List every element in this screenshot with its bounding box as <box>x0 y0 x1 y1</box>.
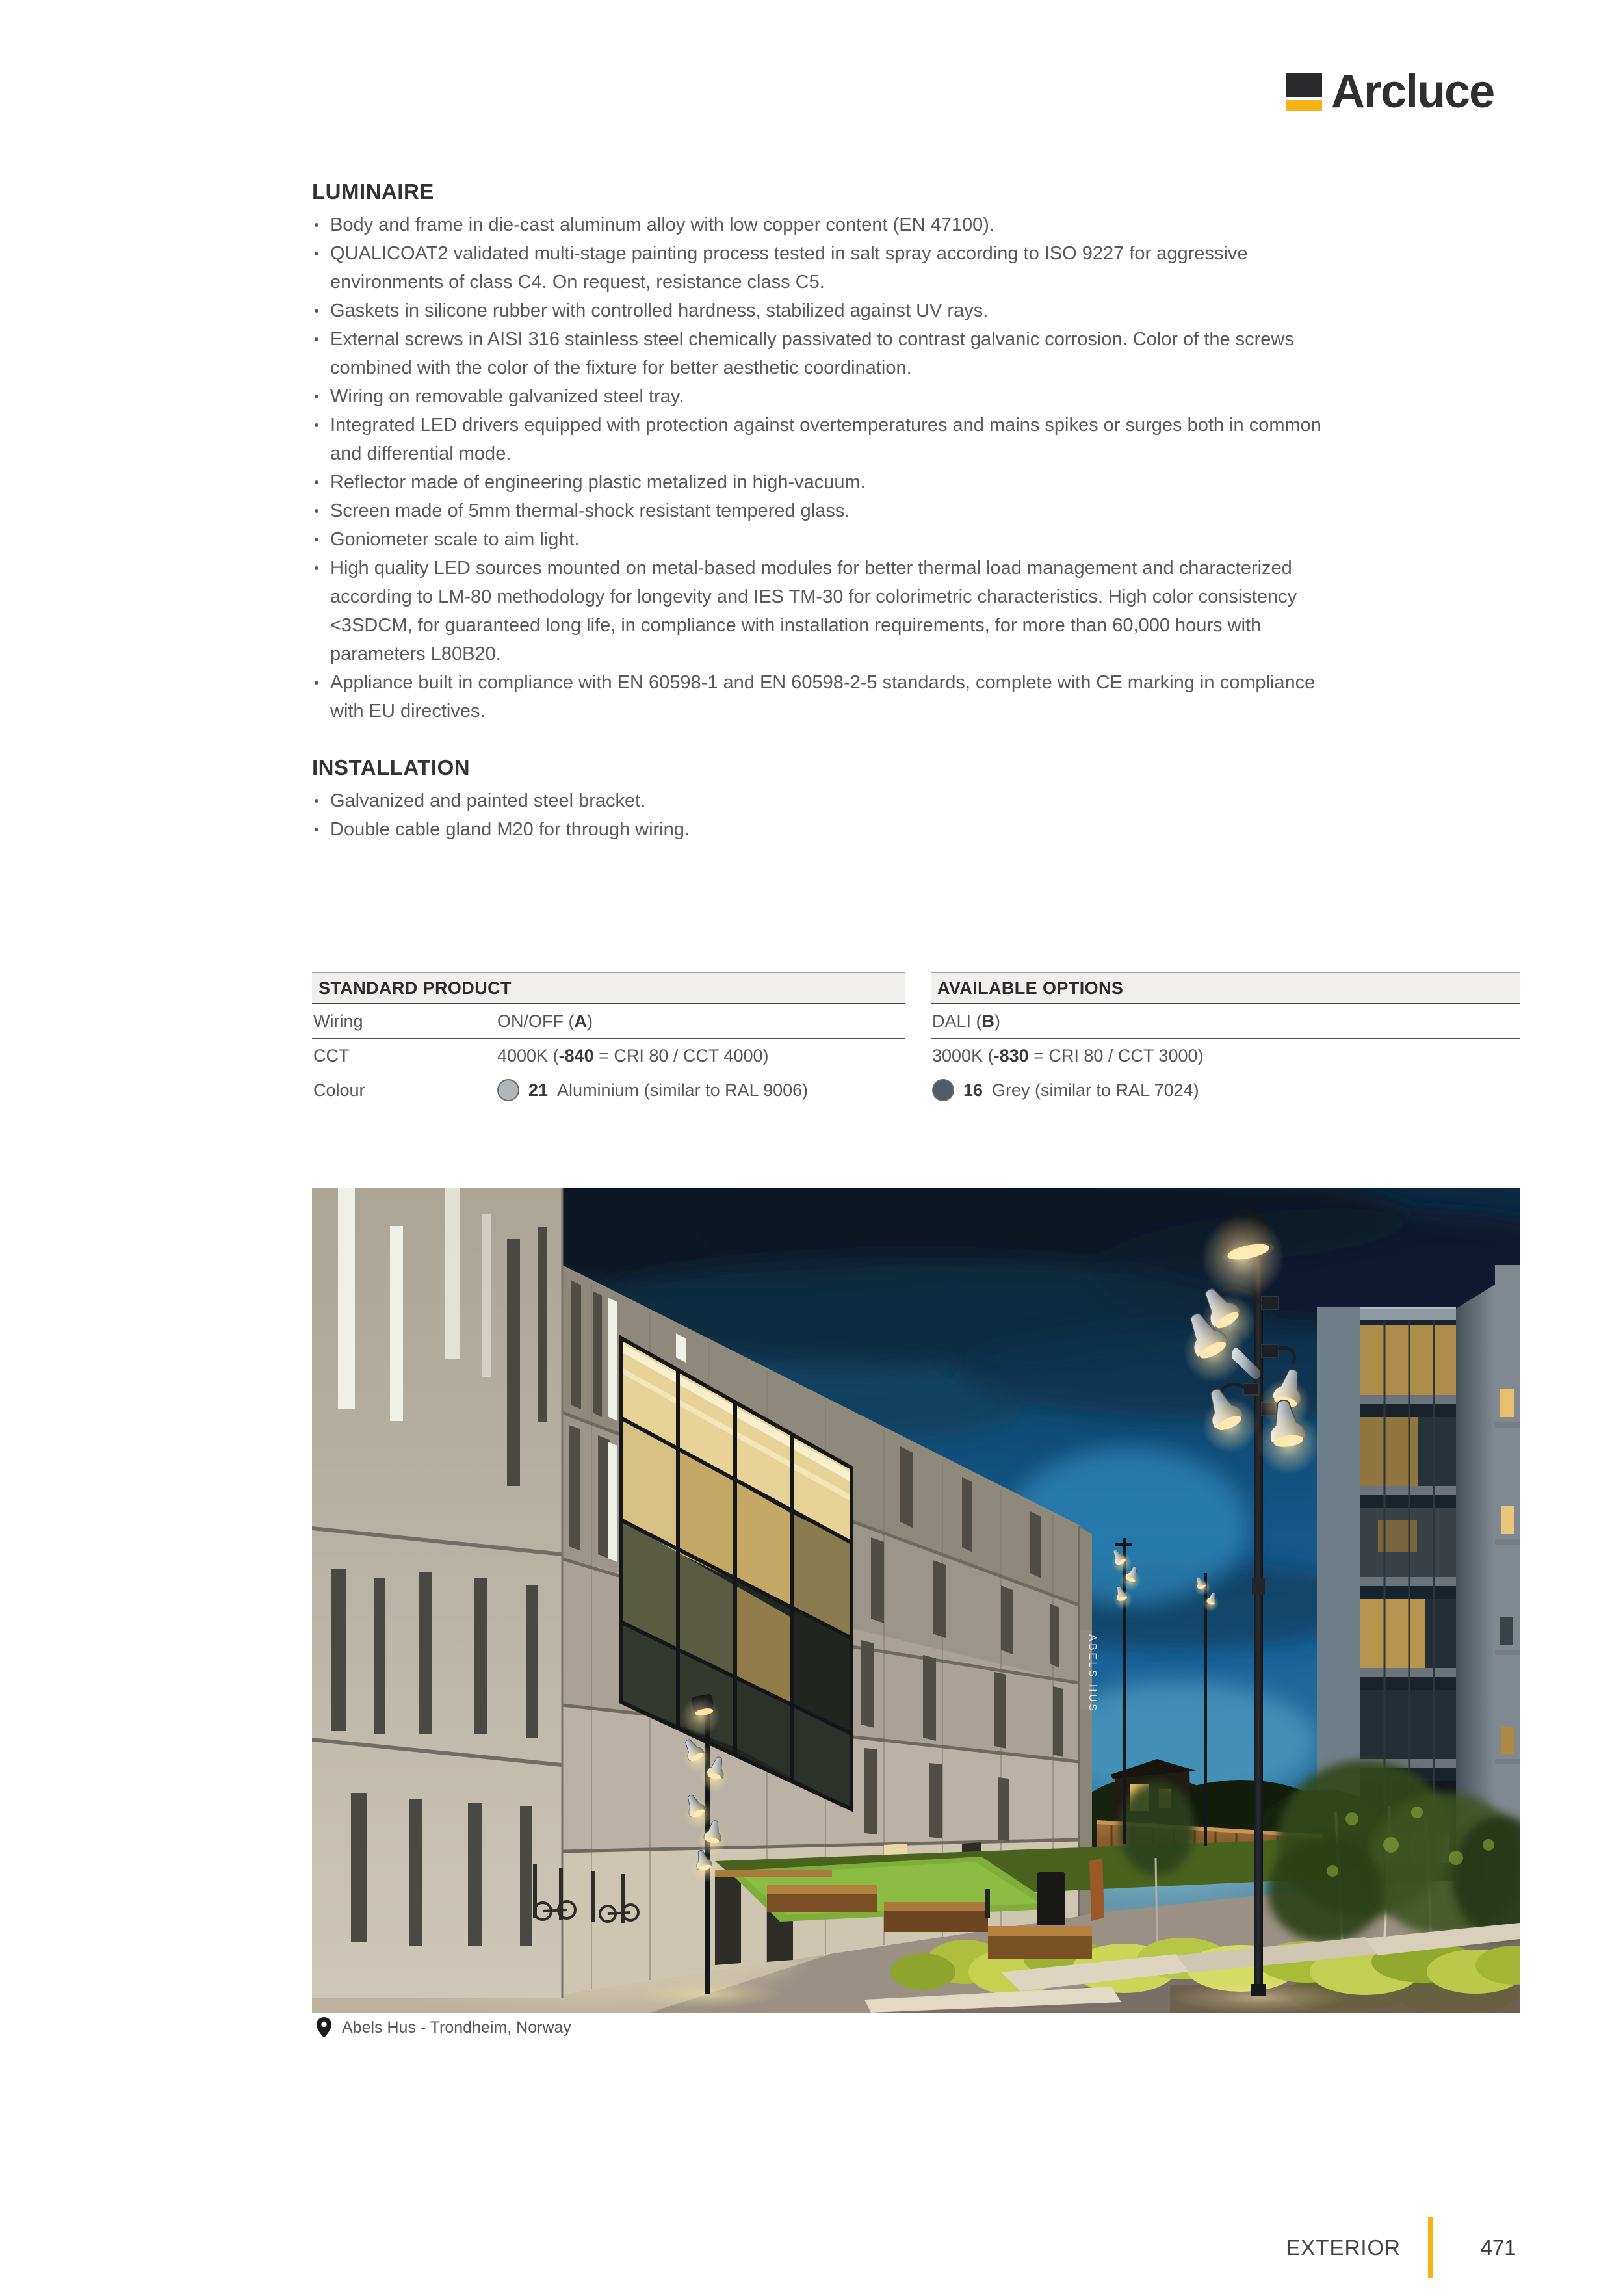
list-item: High quality LED sources mounted on metal-based modules for better thermal load management and characterized according to LM-80 methodology for longevity and IES TM-30 for colorimetric characteristics. High color consistency <3SDCM, for guaranteed long life, in compliance with installation requirements, for more than 60,000 hours with parameters L80B20. <box>312 554 1331 668</box>
brand-name: Arcluce <box>1331 66 1494 118</box>
colour-code: 16 <box>963 1080 983 1100</box>
colour-swatch <box>497 1079 519 1101</box>
list-item: Appliance built in compliance with EN 60598-1 and EN 60598-2-5 standards, complete with CE marking in compliance with EU directives. <box>312 668 1331 725</box>
row-label: CCT <box>313 1045 350 1065</box>
available-options-table <box>931 972 1520 1107</box>
table-header: STANDARD PRODUCT <box>312 973 905 1004</box>
row-label: Wiring <box>313 1011 363 1031</box>
list-item: Galvanized and painted steel bracket. <box>312 787 1331 815</box>
list-item: Reflector made of engineering plastic metalized in high-vacuum. <box>312 468 1331 497</box>
luminaire-list <box>312 211 1331 725</box>
table-row <box>312 1039 905 1073</box>
standard-product-table <box>312 972 905 1107</box>
building-sign-text: ABELS HUS <box>1087 1634 1098 1714</box>
list-item: External screws in AISI 316 stainless steel chemically passivated to contrast galvanic corrosion. Color of the screws combined with the color of the fixture for better aesthetic coordination. <box>312 325 1331 382</box>
table-row <box>312 1073 905 1107</box>
caption-text: Abels Hus - Trondheim, Norway <box>342 2018 571 2037</box>
list-item: Wiring on removable galvanized steel tray. <box>312 382 1331 411</box>
brand-logo <box>1286 66 1494 118</box>
colour-swatch <box>932 1079 954 1101</box>
list-item: Screen made of 5mm thermal-shock resistant tempered glass. <box>312 497 1331 525</box>
brand-logo-icon <box>1286 73 1322 111</box>
installation-list <box>312 787 1331 844</box>
table-header: AVAILABLE OPTIONS <box>931 973 1520 1004</box>
description-column <box>312 179 1331 844</box>
luminaire-title: LUMINAIRE <box>312 179 434 203</box>
row-value: 3000K (-830 = CRI 80 / CCT 3000) <box>932 1045 1204 1065</box>
table-row <box>931 1004 1520 1039</box>
table-row <box>931 1073 1520 1107</box>
row-value: 4000K (-840 = CRI 80 / CCT 4000) <box>497 1045 769 1065</box>
list-item: Goniometer scale to aim light. <box>312 525 1331 554</box>
footer-page-number: 471 <box>1480 2236 1516 2260</box>
photo-caption <box>317 2017 571 2038</box>
footer-accent-bar <box>1428 2217 1433 2278</box>
row-value: DALI (B) <box>932 1011 1001 1031</box>
page-footer <box>1105 2215 1534 2280</box>
list-item: Body and frame in die-cast aluminum alloy with low copper content (EN 47100). <box>312 211 1331 239</box>
footer-section: EXTERIOR <box>1286 2236 1401 2260</box>
colour-name: Aluminium (similar to RAL 9006) <box>557 1080 809 1100</box>
list-item: Gaskets in silicone rubber with controlled hardness, stabilized against UV rays. <box>312 296 1331 325</box>
row-value: ON/OFF (A) <box>497 1011 593 1031</box>
list-item: QUALICOAT2 validated multi-stage painting process tested in salt spray according to ISO 9227 for aggressive environments of class C4. On request, resistance class C5. <box>312 239 1331 296</box>
location-pin-icon <box>317 2017 331 2038</box>
row-label: Colour <box>313 1080 365 1100</box>
project-photo <box>312 1188 1520 2013</box>
colour-code: 21 <box>528 1080 549 1100</box>
table-row <box>312 1004 905 1039</box>
installation-title: INSTALLATION <box>312 755 471 779</box>
table-row <box>931 1039 1520 1073</box>
colour-name: Grey (similar to RAL 7024) <box>992 1080 1199 1100</box>
list-item: Integrated LED drivers equipped with protection against overtemperatures and mains spikes or surges both in common and differential mode. <box>312 411 1331 468</box>
list-item: Double cable gland M20 for through wiring. <box>312 815 1331 844</box>
